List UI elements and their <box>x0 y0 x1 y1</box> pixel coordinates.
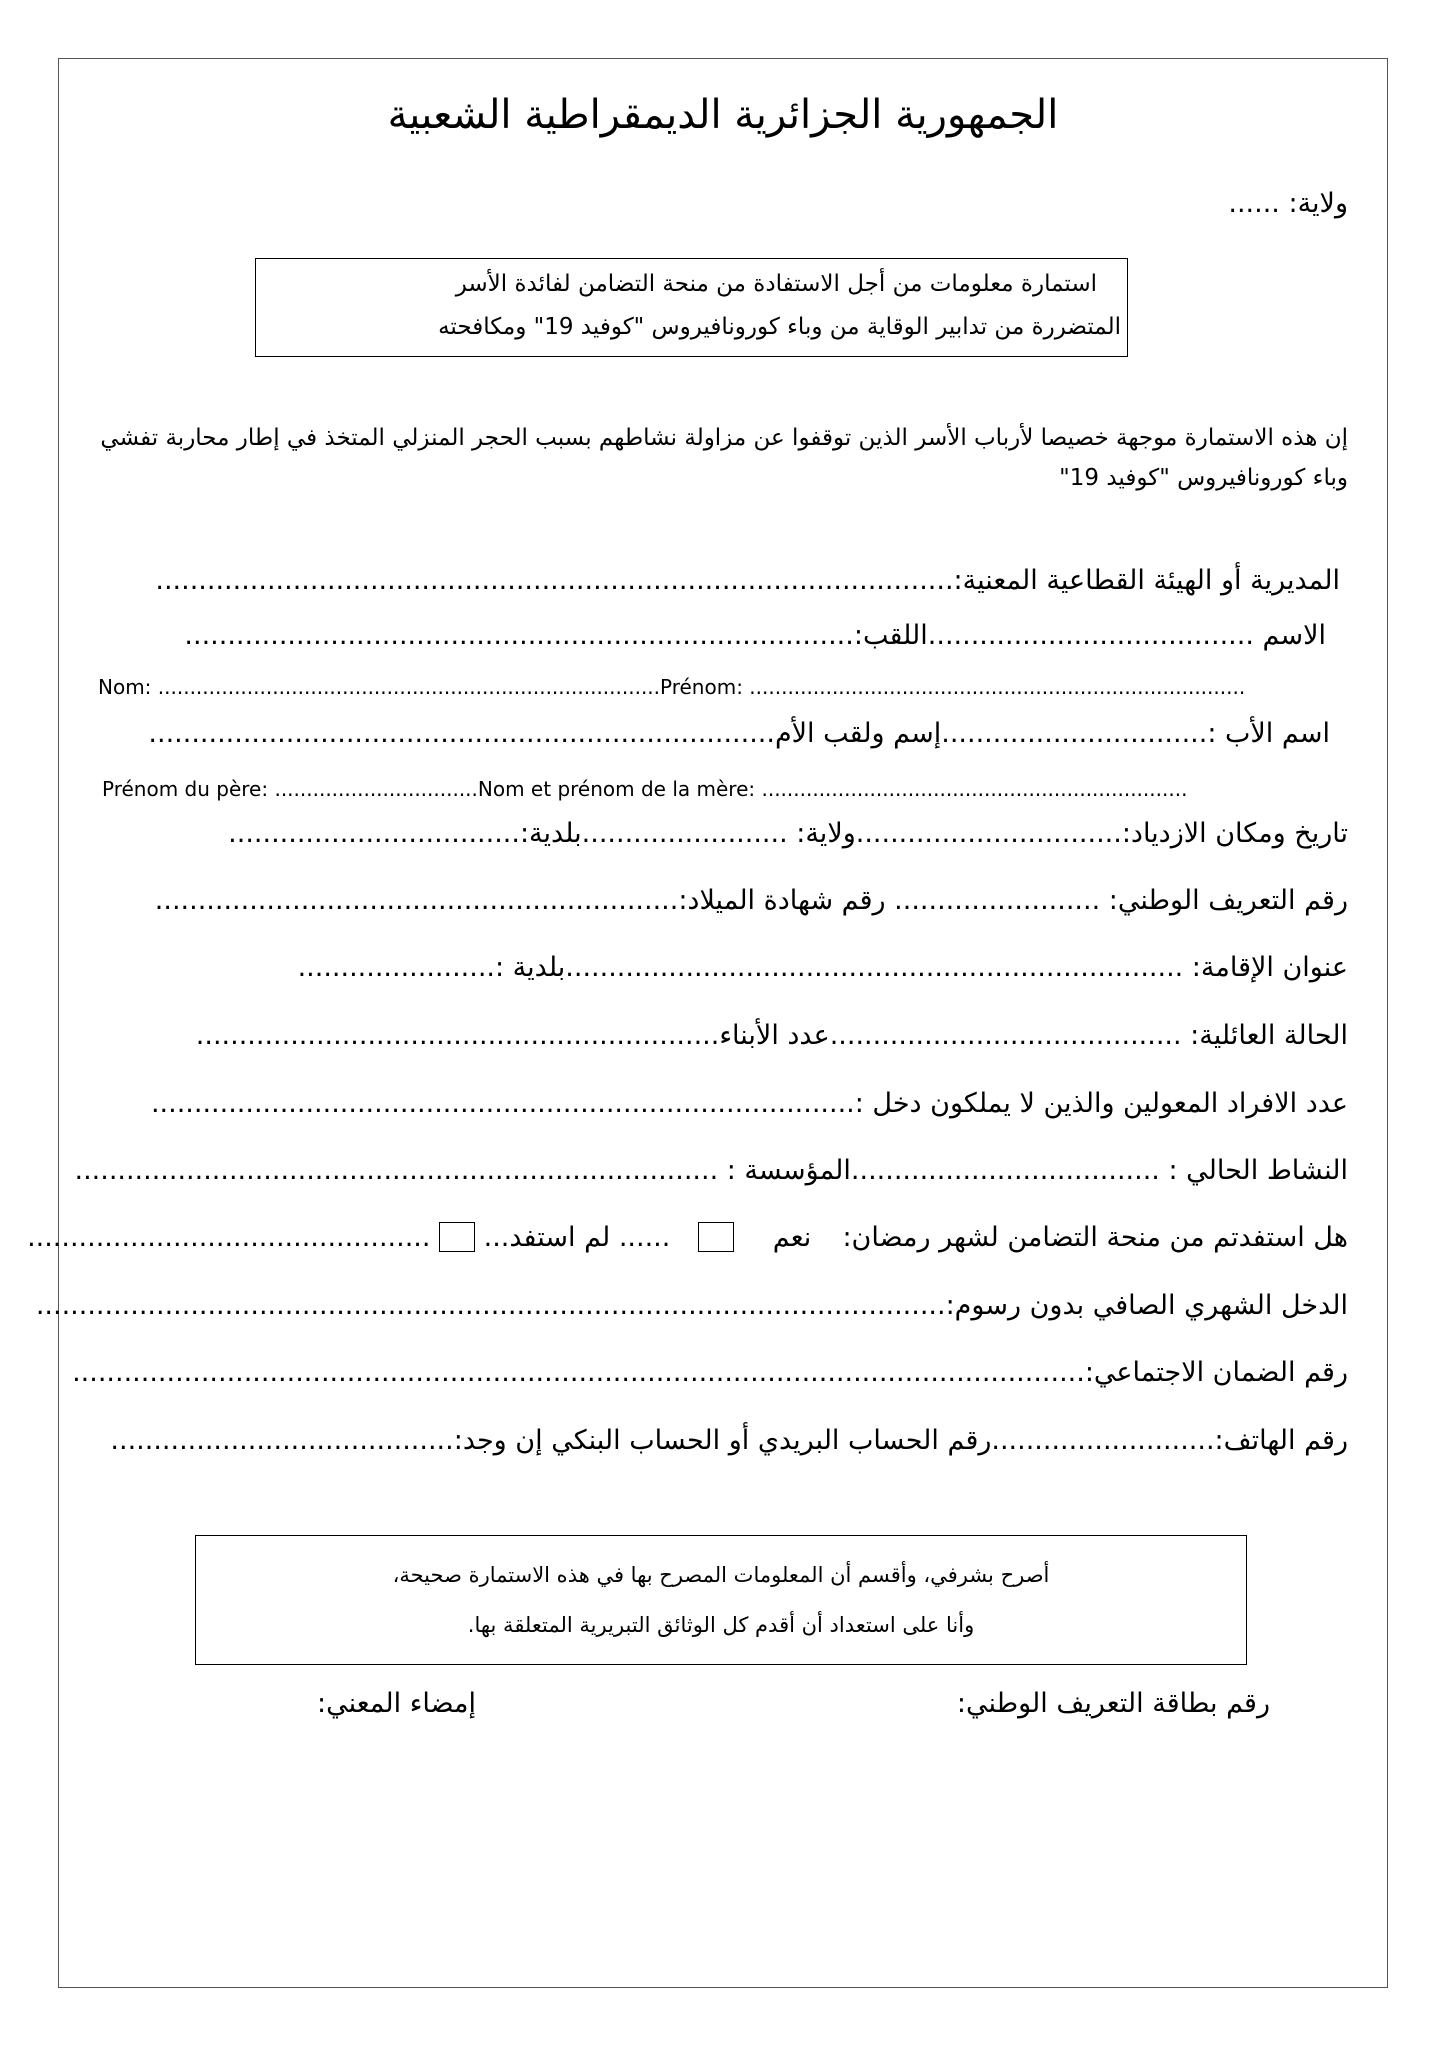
page-title: الجمهورية الجزائرية الديمقراطية الشعبية <box>387 92 1059 138</box>
form-title-box <box>255 258 1128 357</box>
parents-field-fr[interactable]: Prénom du père: ................................Nom et prénom de la mère: ................................................................... <box>102 777 1188 801</box>
form-title-line-1: استمارة معلومات من أجل الاستفادة من منحة التضامن لفائدة الأسر <box>455 271 1097 297</box>
name-field-fr[interactable]: Nom: ...............................................................................Prénom: .............................................................................. <box>98 675 1246 699</box>
directorate-field[interactable]: المديرية أو الهيئة القطاعية المعنية:............................................................................................. <box>155 565 1340 596</box>
no-checkbox[interactable] <box>439 1222 475 1252</box>
phone-account-field[interactable]: رقم الهاتف:..........................رقم الحساب البريدي أو الحساب البنكي إن وجد:........................................ <box>110 1425 1348 1456</box>
form-title-line-2: المتضررة من تدابير الوقاية من وباء كورونافيروس "كوفيد 19" ومكافحته <box>438 314 1121 340</box>
activity-field[interactable]: النشاط الحالي : ....................................المؤسسة : ........................................................................... <box>74 1155 1348 1186</box>
id-number-field[interactable]: رقم التعريف الوطني: ........................ رقم شهادة الميلاد:............................................................. <box>154 885 1348 916</box>
social-security-field[interactable]: رقم الضمان الاجتماعي:...................................................................................................................... <box>72 1357 1348 1388</box>
ramadan-tail-field[interactable]: ............................................... <box>27 1222 431 1253</box>
parents-field-ar[interactable]: اسم الأب :...............................إسم ولقب الأم......................................................................... <box>148 718 1330 749</box>
monthly-income-field[interactable]: الدخل الشهري الصافي بدون رسوم:.......................................................................................................... <box>35 1290 1348 1321</box>
family-status-field[interactable]: الحالة العائلية: .........................................عدد الأبناء............................................................. <box>195 1020 1348 1051</box>
wilaya-field[interactable]: ولاية: ...... <box>1228 188 1348 219</box>
no-label: ...... لم استفد... <box>483 1222 671 1253</box>
yes-checkbox[interactable] <box>698 1222 734 1252</box>
intro-paragraph: إن هذه الاستمارة موجهة خصيصا لأرباب الأسر الذين توقفوا عن مزاولة نشاطهم بسبب الحجر المنزلي المتخذ في إطار محاربة تفشي وباء كورونافيروس "كوفيد 19" <box>100 425 1348 491</box>
ramadan-question-label: هل استفدتم من منحة التضامن لشهر رمضان: <box>842 1222 1348 1253</box>
declaration-line-1: أصرح بشرفي، وأقسم أن المعلومات المصرح بها في هذه الاستمارة صحيحة، <box>392 1563 1050 1587</box>
signature-label[interactable]: إمضاء المعني: <box>317 1688 476 1719</box>
dependents-field[interactable]: عدد الافراد المعولين والذين لا يملكون دخل :.................................................................................. <box>150 1088 1348 1119</box>
declaration-line-2: وأنا على استعداد أن أقدم كل الوثائق التبريرية المتعلقة بها. <box>467 1613 975 1637</box>
yes-label: نعم <box>772 1222 812 1253</box>
address-field[interactable]: عنوان الإقامة: ........................................................................بلدية :....................... <box>297 952 1348 983</box>
birth-field[interactable]: تاريخ ومكان الازدياد:...............................ولاية: ........................بلدية:.................................. <box>228 818 1348 849</box>
declaration-box <box>195 1535 1247 1665</box>
id-card-number-label[interactable]: رقم بطاقة التعريف الوطني: <box>956 1688 1270 1719</box>
ramadan-grant-question <box>27 1222 1348 1253</box>
name-field-ar[interactable]: الاسم ......................................اللقب:.............................................................................. <box>184 620 1326 651</box>
